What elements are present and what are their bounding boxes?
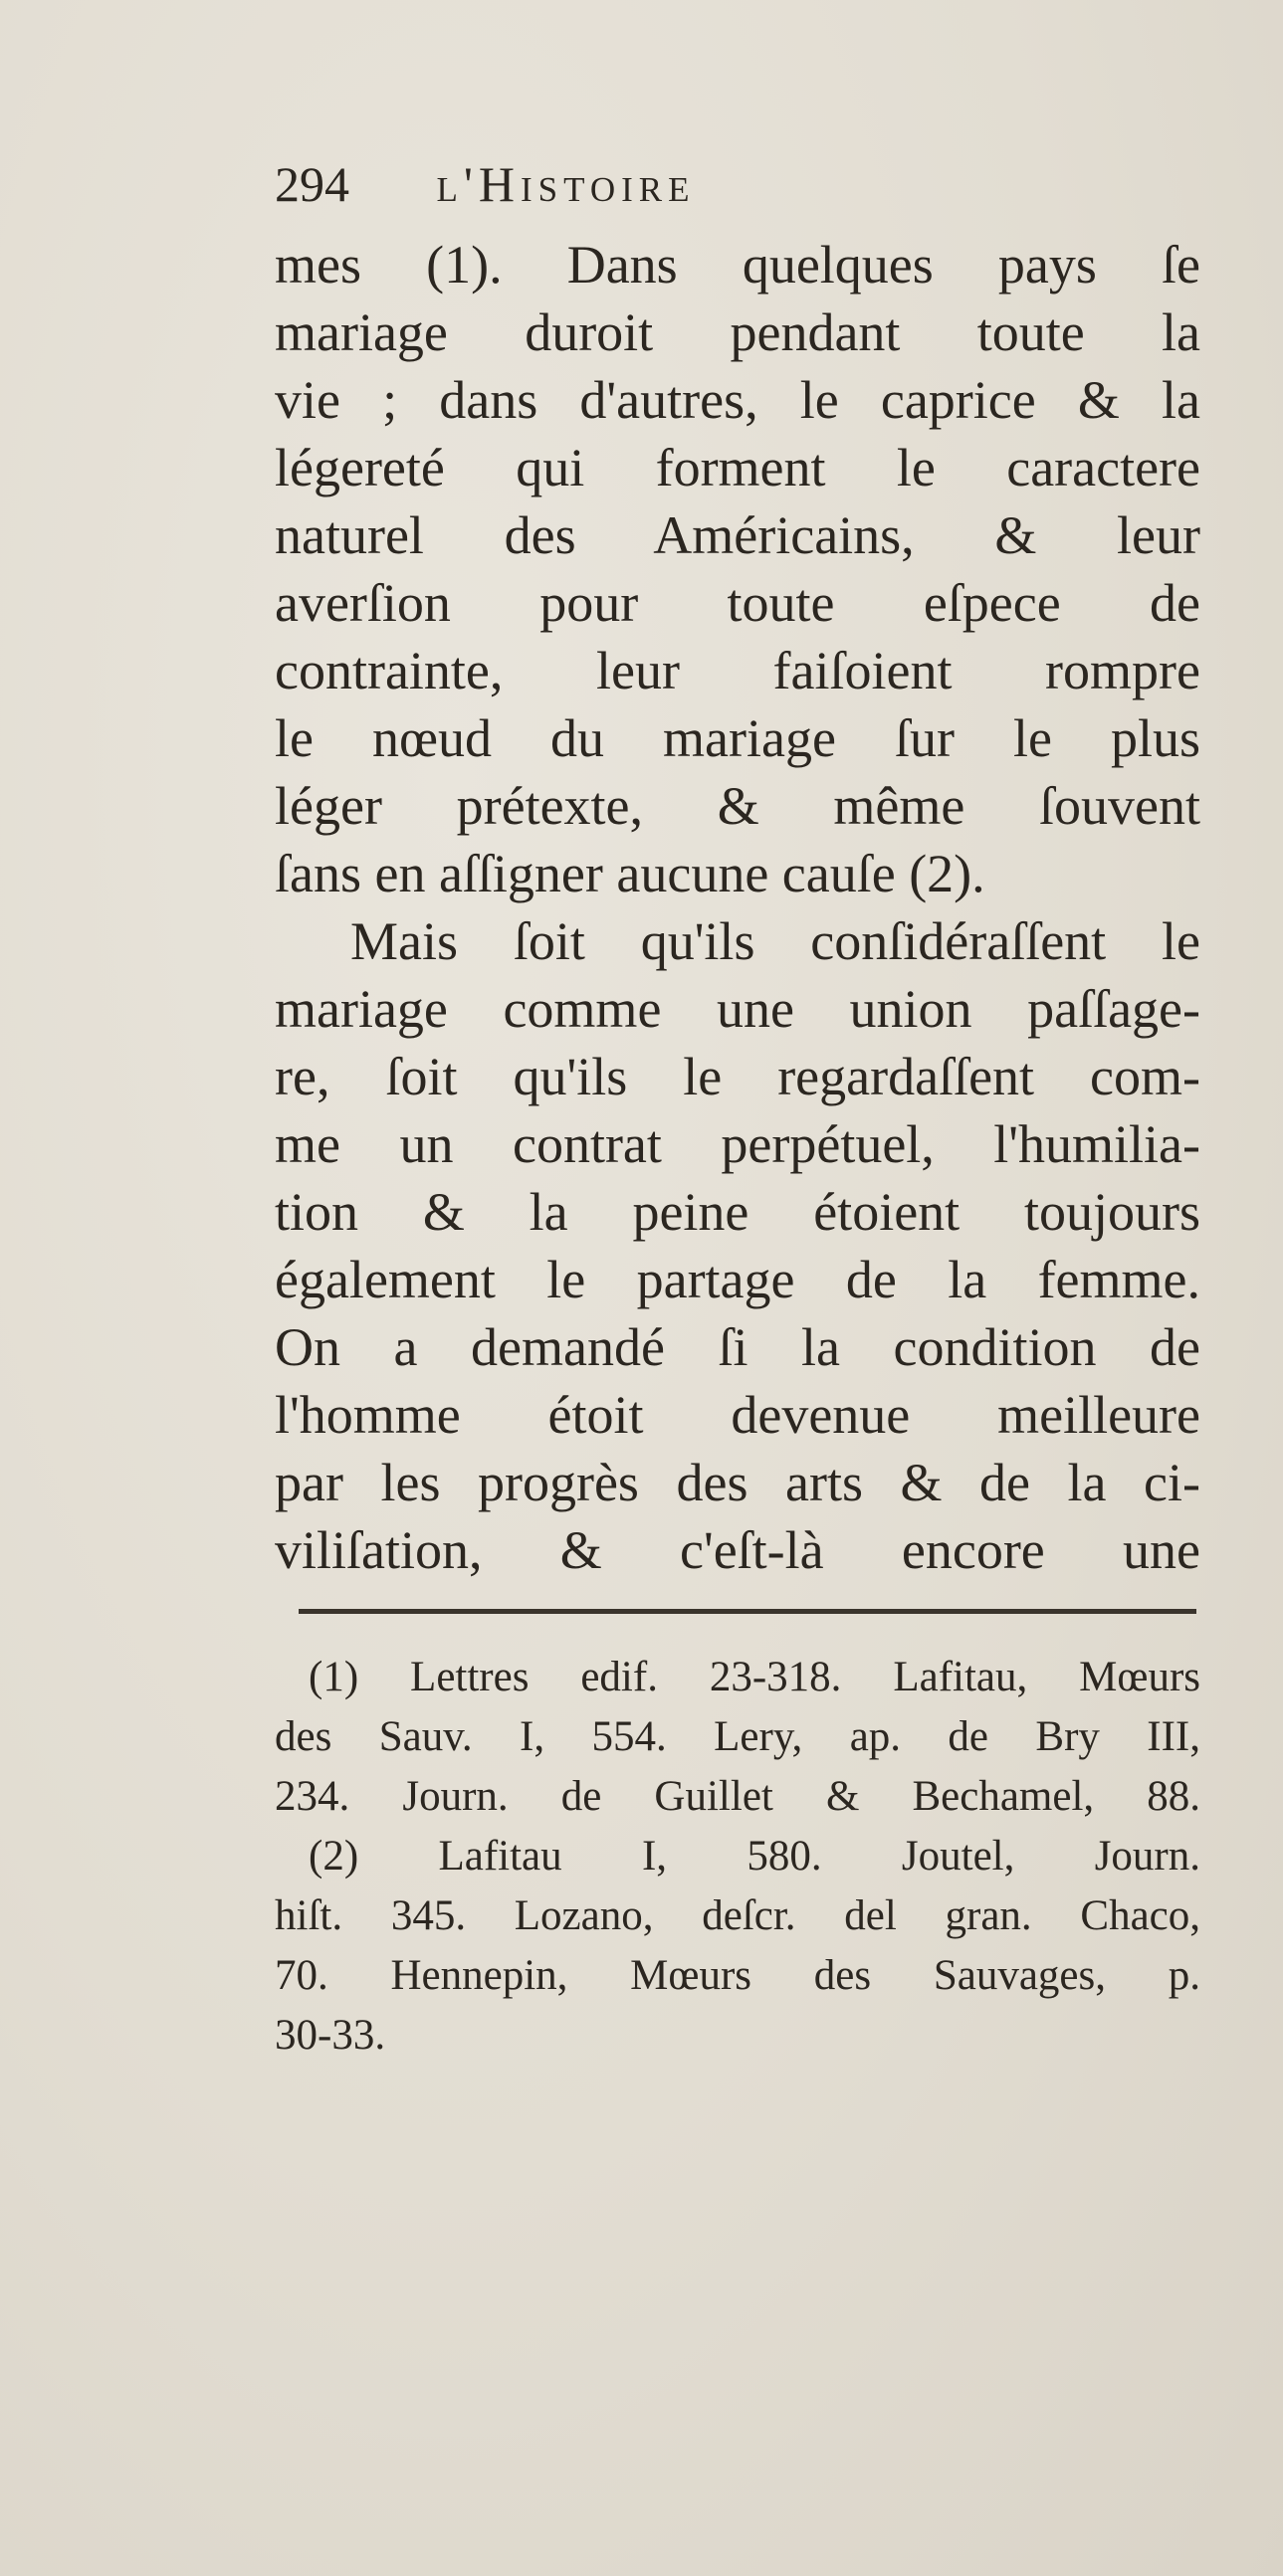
text-line: léger prétexte, & même ſouvent (275, 776, 1200, 836)
text-line: contrainte, leur faiſoient rompre (275, 641, 1200, 700)
text-line: mariage comme une union paſſage- (275, 979, 1200, 1039)
text-line: par les progrès des arts & de la ci- (275, 1453, 1200, 1512)
text-line: légereté qui forment le caractere (275, 438, 1200, 497)
page-number: 294 (275, 156, 349, 212)
main-text (275, 231, 1200, 1584)
text-line: Mais ſoit qu'ils conſidéraſſent le (350, 911, 1200, 971)
footnote-line: 30-33. (275, 2012, 386, 2059)
footnote-line: (2) Lafitau I, 580. Joutel, Journ. (309, 1833, 1200, 1880)
footnotes (275, 1648, 1200, 2066)
text-line: re, ſoit qu'ils le regardaſſent com- (275, 1047, 1200, 1106)
running-title: l'Histoire (436, 156, 696, 212)
text-line: le nœud du mariage ſur le plus (275, 708, 1200, 768)
text-line: naturel des Américains, & leur (275, 505, 1200, 565)
footnote-line: hiſt. 345. Lozano, deſcr. del gran. Chaco, (275, 1892, 1200, 1939)
text-line: l'homme étoit devenue meilleure (275, 1385, 1200, 1445)
footnote-line: 234. Journ. de Guillet & Bechamel, 88. (275, 1773, 1200, 1820)
footnote-line: (1) Lettres edif. 23-318. Lafitau, Mœurs (309, 1654, 1200, 1700)
footnote-line: des Sauv. I, 554. Lery, ap. de Bry III, (275, 1713, 1200, 1760)
footnote-rule (299, 1609, 1196, 1614)
page-header (275, 149, 696, 219)
footnote-line: 70. Hennepin, Mœurs des Sauvages, p. (275, 1952, 1200, 1999)
text-line: ſans en aſſigner aucune cauſe (2). (275, 844, 985, 903)
text-line: me un contrat perpétuel, l'humilia- (275, 1114, 1200, 1174)
text-line: mes (1). Dans quelques pays ſe (275, 235, 1200, 295)
text-line: On a demandé ſi la condition de (275, 1317, 1200, 1377)
text-line: vie ; dans d'autres, le caprice & la (275, 370, 1200, 430)
text-line: averſion pour toute eſpece de (275, 573, 1200, 633)
text-line: mariage duroit pendant toute la (275, 302, 1200, 362)
text-line: également le partage de la femme. (275, 1250, 1200, 1309)
text-line: viliſation, & c'eſt-là encore une (275, 1520, 1200, 1580)
text-line: tion & la peine étoient toujours (275, 1182, 1200, 1242)
